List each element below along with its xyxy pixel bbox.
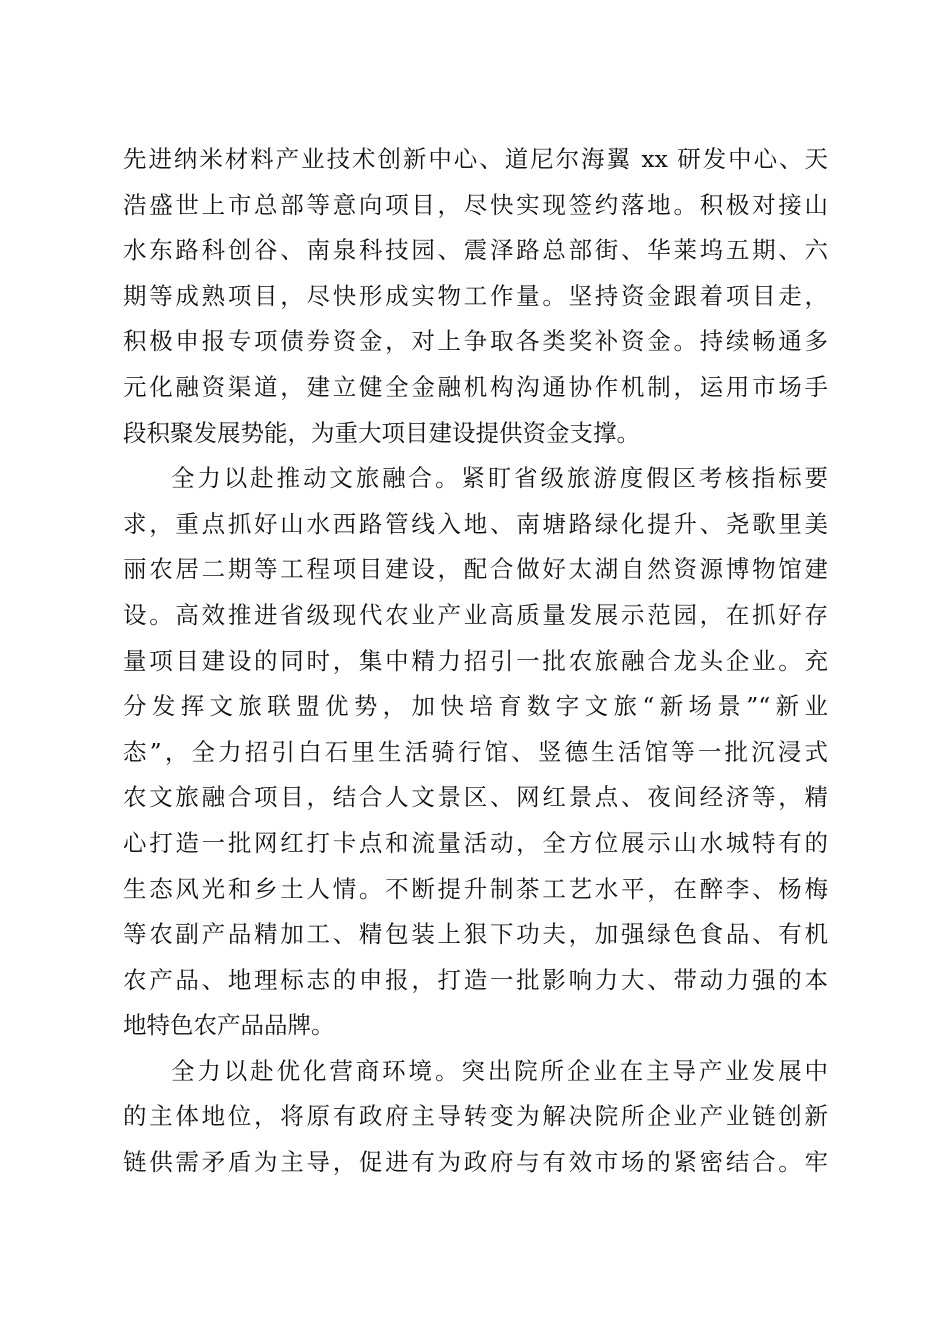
text-line: 全力以赴推动文旅融合。紧盯省级旅游度假区考核指标要 <box>171 464 828 493</box>
text-line: 全力以赴优化营商环境。突出院所企业在主导产业发展中 <box>171 1056 828 1085</box>
text-line: 分发挥文旅联盟优势，加快培育数字文旅“新场景”“新业 <box>123 692 828 721</box>
text-line: 的主体地位，将原有政府主导转变为解决院所企业产业链创新 <box>123 1102 828 1131</box>
text-line: 地特色农产品品牌。 <box>123 1011 335 1040</box>
text-line: 丽农居二期等工程项目建设，配合做好太湖自然资源博物馆建 <box>123 555 828 584</box>
paragraph-2 <box>123 456 828 1049</box>
document-body <box>123 137 828 1186</box>
text-line: 农产品、地理标志的申报，打造一批影响力大、带动力强的本 <box>123 965 828 994</box>
text-line: 求，重点抓好山水西路管线入地、南塘路绿化提升、尧歌里美 <box>123 509 828 538</box>
text-line: 段积聚发展势能，为重大项目建设提供资金支撑。 <box>123 418 640 447</box>
text-line: 积极申报专项债券资金，对上争取各类奖补资金。持续畅通多 <box>123 327 828 356</box>
paragraph-1 <box>123 137 828 456</box>
text-line: 生态风光和乡土人情。不断提升制茶工艺水平，在醉李、杨梅 <box>123 874 828 903</box>
text-line: 量项目建设的同时，集中精力招引一批农旅融合龙头企业。充 <box>123 646 828 675</box>
text-line: 先进纳米材料产业技术创新中心、道尼尔海翼 xx 研发中心、天 <box>123 145 828 173</box>
text-line: 浩盛世上市总部等意向项目，尽快实现签约落地。积极对接山 <box>123 190 828 219</box>
text-line: 元化融资渠道，建立健全金融机构沟通协作机制，运用市场手 <box>123 372 828 401</box>
text-line: 心打造一批网红打卡点和流量活动，全方位展示山水城特有的 <box>123 828 828 857</box>
text-line: 农文旅融合项目，结合人文景区、网红景点、夜间经济等，精 <box>123 783 828 812</box>
paragraph-3 <box>123 1049 828 1186</box>
text-line: 链供需矛盾为主导，促进有为政府与有效市场的紧密结合。牢 <box>123 1148 828 1177</box>
text-line: 等农副产品精加工、精包装上狠下功夫，加强绿色食品、有机 <box>123 920 828 949</box>
text-line: 态”，全力招引白石里生活骑行馆、竖德生活馆等一批沉浸式 <box>123 737 828 766</box>
text-line: 水东路科创谷、南泉科技园、震泽路总部街、华莱坞五期、六 <box>123 236 828 265</box>
text-line: 设。高效推进省级现代农业产业高质量发展示范园，在抓好存 <box>123 600 828 629</box>
text-line: 期等成熟项目，尽快形成实物工作量。坚持资金跟着项目走， <box>123 281 828 310</box>
